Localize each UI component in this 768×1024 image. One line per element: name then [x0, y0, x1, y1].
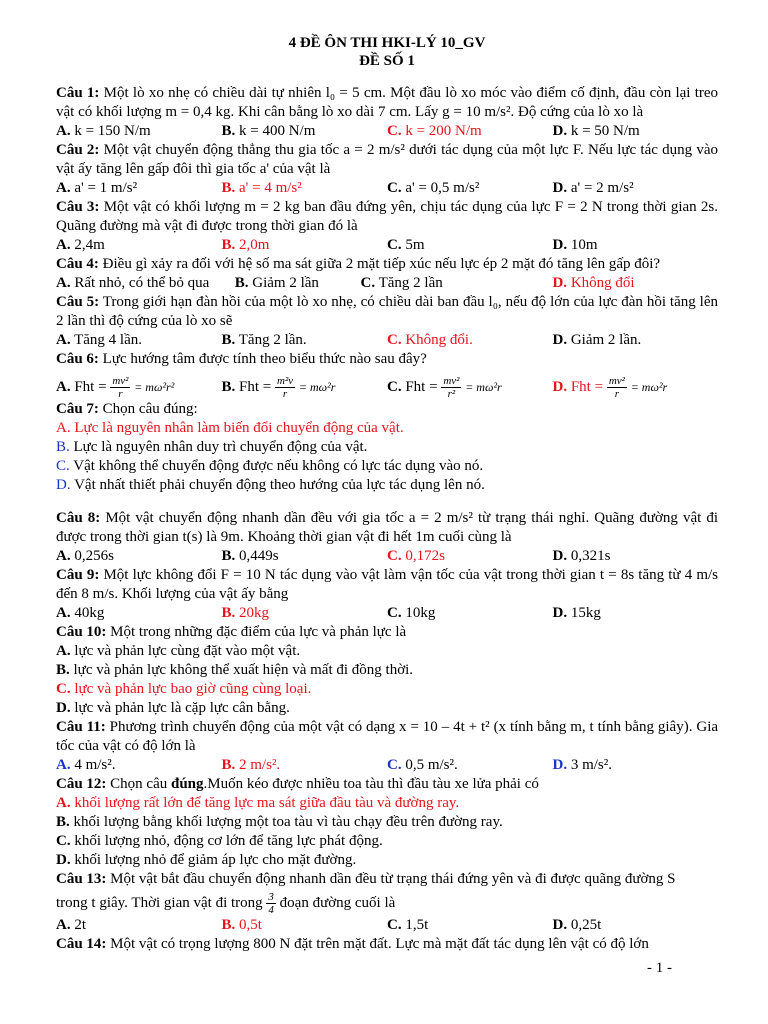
question-7 [56, 400, 718, 495]
question-label: Câu 3: [56, 199, 100, 215]
question-text: Một vật có trọng lượng 800 N đặt trên mặt đất. Lực mà mặt đất tác dụng lên vật có độ lớn [110, 936, 649, 952]
option-b-correct: B. 0,5t [221, 917, 262, 933]
option-b: B. Fht = $\frac{\text{m²v}}{r}$ = mω²r [221, 375, 336, 400]
option-c: C. khối lượng nhỏ, động cơ lớn để tăng lực phát động. [56, 833, 383, 849]
question-label: Câu 4: [56, 256, 99, 272]
question-text: Điều gì xảy ra đối với hệ số ma sát giữa 2 mặt tiếp xúc nếu lực ép 2 mặt đó tăng lên gấp đôi? [102, 256, 661, 272]
question-1 [56, 84, 718, 141]
option-a: A. 2t [56, 917, 87, 933]
question-text: Lực hướng tâm được tính theo biểu thức nào sau đây? [102, 351, 427, 367]
question-text: Trong giới hạn đàn hồi của một lò xo nhẹ, có chiều dài ban đầu l₀, nếu độ lớn của lực đàn hồi tăng lên 2 lần thì độ cứng của lò xo sẽ [56, 294, 719, 329]
question-5 [56, 293, 718, 350]
question-text: Phương trình chuyển động của một vật có dạng x = 10 – 4t + t² (x tính bằng m, t tính bằng giây). Gia tốc của vật có độ lớn là [56, 719, 719, 754]
question-text: .Muốn kéo được nhiều toa tàu thì đầu tàu xe lửa phải có [203, 776, 539, 792]
question-6 [56, 350, 718, 400]
option-c: C. 10kg [387, 605, 436, 621]
fraction: $\frac{\text{mv²}}{\text{r²}}$ [443, 375, 460, 400]
question-label: Câu 5: [56, 294, 100, 310]
option-c-correct: C. Không đổi. [387, 332, 473, 348]
option-c-correct: C. k = 200 N/m [387, 123, 482, 139]
answer-options [56, 547, 718, 566]
option-a: A. Tăng 4 lần. [56, 332, 142, 348]
question-label: Câu 6: [56, 351, 99, 367]
option-d: D. 15kg [552, 605, 601, 621]
option-b: B. lực và phản lực không thể xuất hiện và mất đi đồng thời. [56, 662, 414, 678]
question-label: Câu 13: [56, 871, 107, 887]
question-text: Một trong những đặc điểm của lực và phản lực là [110, 624, 407, 640]
question-12: Câu 12: Chọn câu đúng.Muốn kéo được nhiều toa tàu thì đầu tàu xe lửa phải có A. khối lượng rất lớn để tăng lực ma sát giữa đầu tàu và đường ray. B. khối lượng bằng khối lượng một toa tàu vì tàu chạy đều trên đường ray. C. khối lượng nhỏ, động cơ lớn để tăng lực phát động. D. khối lượng nhỏ để giảm áp lực cho mặt đường. [56, 775, 718, 870]
question-label: Câu 14: [56, 936, 107, 952]
option-c-correct: C. 0,172s [387, 548, 445, 564]
option-b: B. k = 400 N/m [221, 123, 316, 139]
option-d: D. a' = 2 m/s² [552, 180, 634, 196]
option-c-correct: C. lực và phản lực bao giờ cũng cùng loại. [56, 681, 312, 697]
option-a: A. 2,4m [56, 237, 105, 253]
answer-options [56, 236, 718, 255]
answer-options [56, 331, 718, 350]
answer-options [56, 179, 718, 198]
question-text: Một lực không đổi F = 10 N tác dụng vào vật làm vận tốc của vật trong thời gian t = 8s tăng từ 4 m/s đến 8 m/s. Khối lượng của vật ấy bằng [56, 567, 719, 602]
question-2 [56, 141, 718, 198]
option-d-correct: D. Không đổi [552, 275, 635, 291]
option-b-correct: B. 20kg [221, 605, 270, 621]
option-a: A. Rất nhỏ, có thể bỏ qua [56, 275, 210, 291]
fraction: $\frac{\text{mv²}}{r}$ [112, 375, 129, 400]
option-b: B. khối lượng bằng khối lượng một toa tàu vì tàu chạy đều trên đường ray. [56, 814, 503, 830]
question-9 [56, 566, 718, 623]
option-c: C. 5m [387, 237, 425, 253]
option-a: A. 4 m/s². [56, 757, 116, 773]
option-d: D. 3 m/s². [552, 757, 613, 773]
option-a: A. 0,256s [56, 548, 114, 564]
question-label: Câu 9: [56, 567, 100, 583]
question-text: Một vật bắt đầu chuyển động nhanh dần đều từ trạng thái đứng yên và đi được quãng đường S [110, 871, 676, 887]
answer-options [56, 122, 718, 141]
option-d: D. k = 50 N/m [552, 123, 640, 139]
fraction-three-quarters: $\frac{3}{4}$ [268, 891, 274, 916]
option-a: A. Fht = $\frac{\text{mv²}}{r}$ = mω²r² [56, 375, 175, 400]
question-label: Câu 1: [56, 85, 100, 101]
option-a: A. a' = 1 m/s² [56, 180, 138, 196]
question-text: Một vật có khối lượng m = 2 kg ban đầu đứng yên, chịu tác dụng của lực F = 2 N trong thời gian 2s. Quãng đường mà vật đi được trong thời gian đó là [56, 199, 719, 234]
question-label: Câu 10: [56, 624, 107, 640]
document-title: 4 ĐỀ ÔN THI HKI-LÝ 10_GV [288, 35, 486, 51]
answer-options [56, 756, 718, 775]
option-a: A. lực và phản lực cùng đặt vào một vật. [56, 643, 301, 659]
option-d: D. Giảm 2 lần. [552, 332, 642, 348]
answer-options [56, 375, 718, 400]
option-b: B. Tăng 2 lần. [221, 332, 307, 348]
document-subtitle: ĐỀ SỐ 1 [359, 53, 415, 69]
option-c: C. Vật không thể chuyển động được nếu không có lực tác dụng vào nó. [56, 458, 484, 474]
question-label: Câu 2: [56, 142, 100, 158]
option-d: D. lực và phản lực là cặp lực cân bằng. [56, 700, 290, 716]
question-label: Câu 11: [56, 719, 106, 735]
question-3 [56, 198, 718, 255]
option-b: B. 0,449s [221, 548, 279, 564]
question-text: Một lò xo nhẹ có chiều dài tự nhiên l₀ = 5 cm. Một đầu lò xo móc vào điểm cố định, đầu còn lại treo vật có khối lượng m = 0,4 kg. Khi cân bằng lò xo dài 7 cm. Lấy g = 10 m/s². Độ cứng của lò xo là [56, 85, 719, 120]
option-a: A. k = 150 N/m [56, 123, 151, 139]
answer-options [56, 604, 718, 623]
option-c: C. Fht = $\frac{\text{mv²}}{\text{r²}}$ = mω²r [387, 375, 502, 400]
answer-options [56, 274, 718, 293]
question-text: Chọn câu đúng: [102, 401, 198, 417]
page-number: - 1 - [647, 960, 672, 976]
option-c: C. 1,5t [387, 917, 429, 933]
option-a: A. 40kg [56, 605, 105, 621]
option-d: D. 10m [552, 237, 598, 253]
question-14 [56, 935, 718, 954]
option-c: C. Tăng 2 lần [360, 275, 443, 291]
fraction: $\frac{\text{m²v}}{r}$ [277, 375, 294, 400]
question-label: Câu 7: [56, 401, 99, 417]
option-b-correct: B. a' = 4 m/s² [221, 180, 302, 196]
question-11 [56, 718, 718, 775]
question-10 [56, 623, 718, 718]
option-a-correct: A. khối lượng rất lớn để tăng lực ma sát giữa đầu tàu và đường ray. [56, 795, 460, 811]
option-b: B. Giảm 2 lần [234, 275, 319, 291]
option-c: C. 0,5 m/s². [387, 757, 458, 773]
question-label: Câu 12: [56, 776, 107, 792]
question-4 [56, 255, 718, 293]
fraction: $\frac{\text{mv²}}{r}$ [608, 375, 625, 400]
option-d: D. Vật nhất thiết phải chuyển động theo hướng của lực tác dụng lên nó. [56, 477, 485, 493]
option-b: B. Lực là nguyên nhân duy trì chuyển động của vật. [56, 439, 368, 455]
option-b-correct: B. 2 m/s². [221, 757, 281, 773]
question-8 [56, 509, 718, 566]
question-13: Câu 13: Một vật bắt đầu chuyển động nhanh dần đều từ trạng thái đứng yên và đi được quãng đường S trong t giây. Thời gian vật đi trong $\frac{3}{4}$ đoạn đường cuối là A. 2t B. 0,5t C. 1,5t D. 0,25t [56, 870, 718, 935]
option-b-correct: B. 2,0m [221, 237, 270, 253]
question-label: Câu 8: [56, 510, 101, 526]
option-d: D. khối lượng nhỏ để giảm áp lực cho mặt đường. [56, 852, 357, 868]
question-text: Một vật chuyển động thẳng thu gia tốc a = 2 m/s² dưới tác dụng của một lực F. Nếu lực tác dụng vào vật ấy tăng lên gấp đôi thì gia tốc a' của vật là [56, 142, 719, 177]
question-text: Một vật chuyển động nhanh dần đều với gia tốc a = 2 m/s² từ trạng thái nghỉ. Quãng đường vật đi được trong thời gian t(s) là 9m. Khoảng thời gian vật đi hết 1m cuối cùng là [56, 510, 719, 545]
answer-options [56, 916, 718, 935]
option-c: C. a' = 0,5 m/s² [387, 180, 480, 196]
option-d-correct: D. Fht = $\frac{\text{mv²}}{r}$ = mω²r [552, 375, 668, 400]
option-d: D. 0,321s [552, 548, 611, 564]
option-a-correct: A. Lực là nguyên nhân làm biến đổi chuyển động của vật. [56, 420, 404, 436]
option-d: D. 0,25t [552, 917, 602, 933]
